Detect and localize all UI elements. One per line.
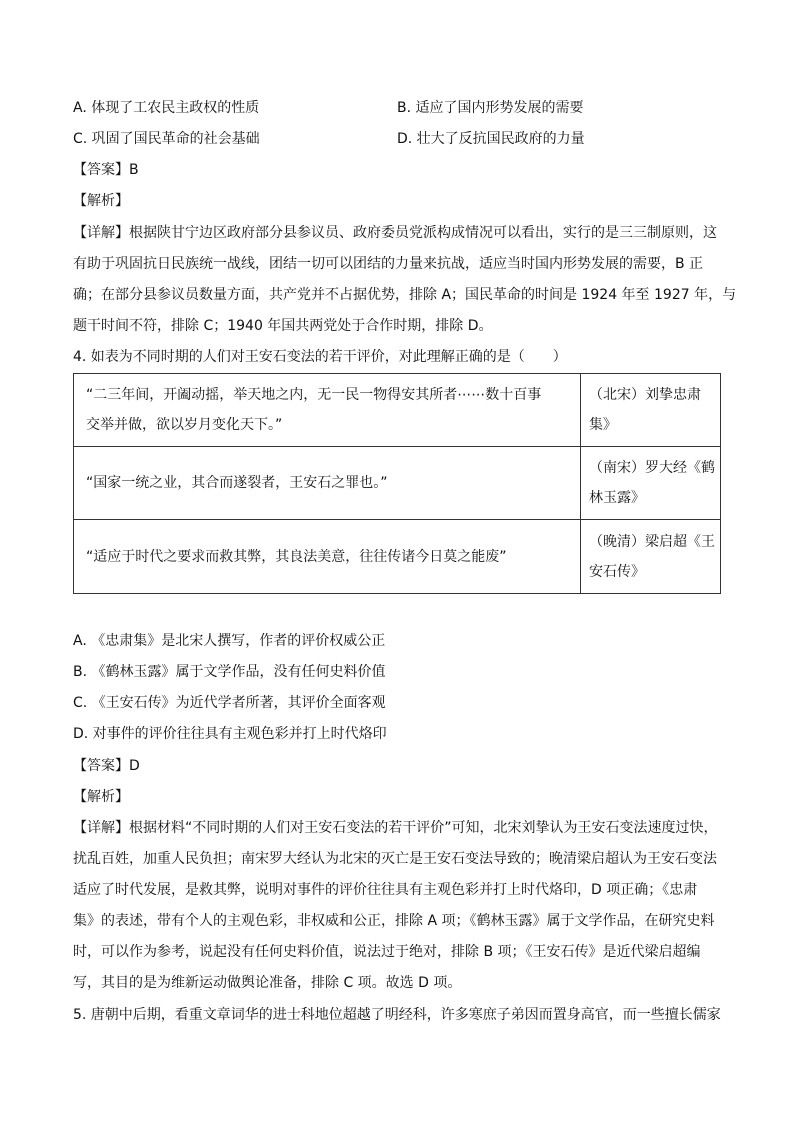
source-line: （晚清）梁启超《王 — [589, 533, 715, 550]
q4-stem: 4. 如表为不同时期的人们对王安石变法的若干评价，对此理解正确的是（ ） — [73, 349, 567, 365]
table-row — [74, 447, 721, 520]
quote-line: “二三年间，开阖动摇，举天地之内，无一民一物得安其所者⋯⋯数十百事 — [86, 387, 542, 403]
q4-detail-line: 扰乱百姓，加重人民负担；南宋罗大经认为北宋的灭亡是王安石变法导致的；晚清梁启超认为王安石变法 — [73, 851, 717, 867]
q4-option-b: B. 《鹤林玉露》属于文学作品，没有任何史料价值 — [73, 664, 386, 680]
q3-detail-line: 【详解】根据陕甘宁边区政府部分县参议员、政府委员党派构成情况可以看出，实行的是三三制原则，这 — [73, 225, 717, 241]
q4-answer: 【答案】D — [73, 758, 140, 774]
table-cell-quote — [74, 374, 581, 447]
table-cell-source — [581, 447, 721, 520]
source-line: （南宋）罗大经《鹤 — [589, 460, 715, 476]
q4-detail-line: 时，可以作为参考，说起没有任何史料价值，说法过于绝对，排除 B 项；《王安石传》是近代梁启超编 — [73, 944, 701, 960]
table-cell-source — [581, 374, 721, 447]
q4-option-a: A. 《忠肃集》是北宋人撰写，作者的评价权威公正 — [73, 633, 386, 649]
q4-option-c: C. 《王安石传》为近代学者所著，其评价全面客观 — [73, 695, 386, 711]
source-line: 集》 — [589, 417, 617, 433]
q4-detail-line: 写，其目的是为维新运动做舆论准备，排除 C 项。故选 D 项。 — [73, 975, 462, 991]
source-line: （北宋）刘挚忠肃 — [589, 387, 701, 403]
q4-detail-line: 适应了时代发展，是救其弊，说明对事件的评价往往具有主观色彩并打上时代烙印，D 项正确；《忠肃 — [73, 882, 698, 898]
q4-detail-line: 【详解】根据材料“不同时期的人们对王安石变法的若干评价”可知，北宋刘挚认为王安石变法速度过快， — [73, 820, 718, 836]
table-cell-source — [581, 520, 721, 594]
q3-detail-line: 确；在部分县参议员数量方面，共产党并不占据优势，排除 A；国民革命的时间是 1924 年至 1927 年，与 — [73, 287, 737, 303]
q3-analysis-label: 【解析】 — [73, 193, 129, 209]
q3-detail-line: 有助于巩固抗日民族统一战线，团结一切可以团结的力量来抗战，适应当时国内形势发展的需要，B 正 — [73, 256, 704, 272]
source-line: 安石传》 — [589, 563, 645, 580]
table-row — [74, 374, 721, 447]
quote-line: “国家一统之业，其合而遂裂者，王安石之罪也。” — [86, 475, 388, 491]
source-line: 林玉露》 — [589, 490, 645, 506]
evaluation-table — [73, 373, 721, 594]
q3-option-b: B. 适应了国内形势发展的需要 — [397, 100, 584, 116]
q3-option-d: D. 壮大了反抗国民政府的力量 — [397, 131, 585, 147]
q3-option-c: C. 巩固了国民革命的社会基础 — [73, 131, 260, 147]
q3-option-a: A. 体现了工农民主政权的性质 — [73, 100, 260, 116]
q5-stem: 5. 唐朝中后期，看重文章词华的进士科地位超越了明经科，许多寒庶子弟因而置身高官，而一些擅长儒家 — [73, 1007, 721, 1023]
table-cell-quote — [74, 520, 581, 594]
q3-answer: 【答案】B — [73, 162, 139, 178]
q3-detail-line: 题干时间不符，排除 C；1940 年国共两党处于合作时期，排除 D。 — [73, 318, 493, 334]
q4-option-d: D. 对事件的评价往往具有主观色彩并打上时代烙印 — [73, 726, 387, 742]
q4-analysis-label: 【解析】 — [73, 789, 129, 805]
quote-line: “适应于时代之要求而救其弊，其良法美意，往往传诸今日莫之能废” — [86, 548, 507, 565]
quote-line: 交举并做，欲以岁月变化天下。” — [86, 417, 283, 433]
table-cell-quote — [74, 447, 581, 520]
table-row — [74, 520, 721, 594]
q4-detail-line: 集》的表述，带有个人的主观色彩，非权威和公正，排除 A 项；《鹤林玉露》属于文学作品，在研究史料 — [73, 913, 715, 929]
